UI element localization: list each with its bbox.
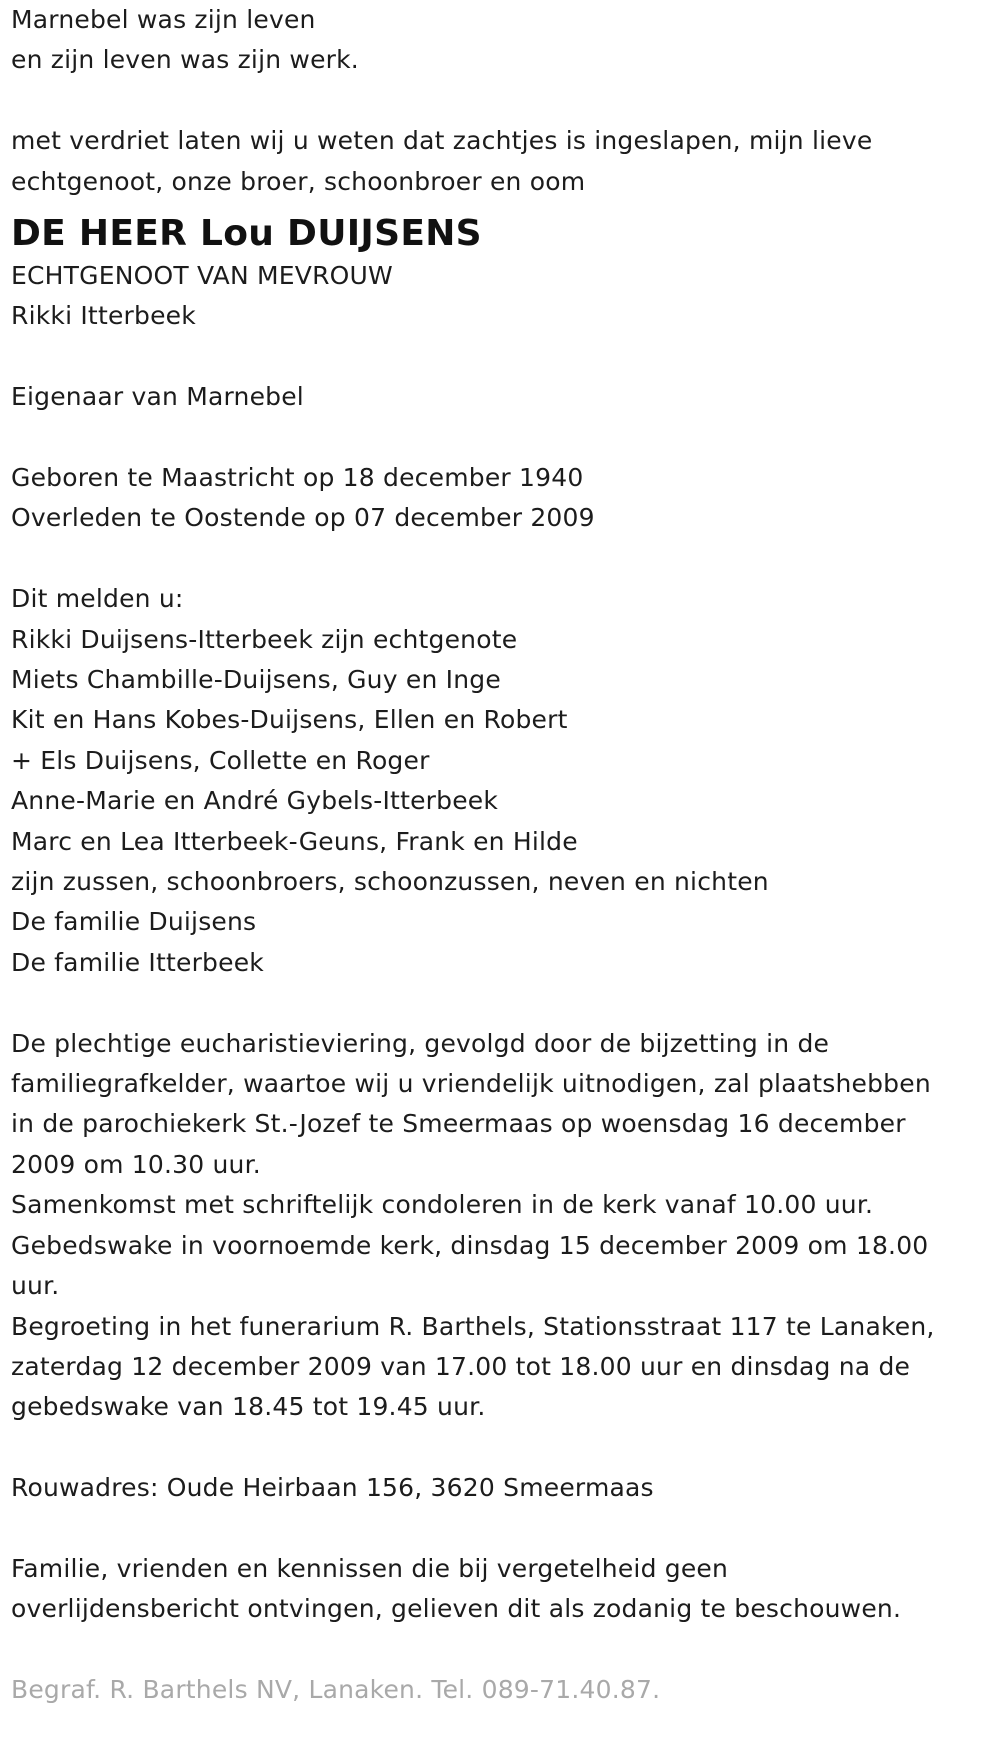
ceremony-line: De plechtige eucharistieviering, gevolgd door de bijzetting in de (11, 1028, 830, 1058)
funeral-home-footer: Begraf. R. Barthels NV, Lanaken. Tel. 089-71.40.87. (11, 1675, 661, 1705)
intro-line: echtgenoot, onze broer, schoonbroer en oom (11, 166, 586, 196)
announcer-line: Rikki Duijsens-Itterbeek zijn echtgenote (11, 624, 518, 654)
birth-line: Geboren te Maastricht op 18 december 1940 (11, 463, 584, 493)
spacer (11, 81, 986, 121)
ceremony-block (11, 1024, 986, 1428)
motto-block (11, 0, 986, 81)
ceremony-line: 2009 om 10.30 uur. (11, 1149, 261, 1179)
announcer-line: zijn zussen, schoonbroers, schoonzussen, neven en nichten (11, 867, 769, 897)
spacer (11, 418, 986, 458)
intro-block (11, 121, 986, 202)
ceremony-line: familiegrafkelder, waartoe wij u vriendelijk uitnodigen, zal plaatshebben (11, 1069, 931, 1099)
announcer-line: Kit en Hans Kobes-Duijsens, Ellen en Robert (11, 705, 568, 735)
spacer (11, 1509, 986, 1549)
spouse-title: ECHTGENOOT VAN MEVROUW (11, 261, 393, 291)
closing-line: overlijdensbericht ontvingen, gelieven dit als zodanig te beschouwen. (11, 1594, 902, 1624)
announcer-line: De familie Itterbeek (11, 947, 264, 977)
spouse-block (11, 256, 986, 337)
death-line: Overleden te Oostende op 07 december 2009 (11, 503, 595, 533)
announcer-line: Miets Chambille-Duijsens, Guy en Inge (11, 665, 501, 695)
motto-line: en zijn leven was zijn werk. (11, 45, 359, 75)
ceremony-line: gebedswake van 18.45 tot 19.45 uur. (11, 1392, 486, 1422)
spacer (11, 983, 986, 1023)
spacer (11, 337, 986, 377)
mourning-address: Rouwadres: Oude Heirbaan 156, 3620 Smeermaas (11, 1473, 654, 1503)
announcer-line: + Els Duijsens, Collette en Roger (11, 745, 430, 775)
motto-line: Marnebel was zijn leven (11, 5, 316, 34)
announcers-block (11, 579, 986, 983)
ceremony-line: zaterdag 12 december 2009 van 17.00 tot 18.00 uur en dinsdag na de (11, 1351, 911, 1381)
spouse-name: Rikki Itterbeek (11, 301, 196, 331)
closing-line: Familie, vrienden en kennissen die bij vergetelheid geen (11, 1553, 729, 1583)
ceremony-line: uur. (11, 1271, 60, 1301)
obituary-notice (11, 0, 986, 1711)
spacer (11, 539, 986, 579)
spacer (11, 1428, 986, 1468)
ceremony-line: Begroeting in het funerarium R. Barthels, Stationsstraat 117 te Lanaken, (11, 1311, 935, 1341)
announcers-heading: Dit melden u: (11, 584, 184, 614)
announcer-line: Anne-Marie en André Gybels-Itterbeek (11, 786, 499, 816)
spacer (11, 1630, 986, 1670)
announcer-line: Marc en Lea Itterbeek-Geuns, Frank en Hilde (11, 826, 578, 856)
ceremony-line: Gebedswake in voornoemde kerk, dinsdag 15 december 2009 om 18.00 (11, 1230, 929, 1260)
occupation: Eigenaar van Marnebel (11, 382, 304, 412)
closing-block (11, 1549, 986, 1630)
intro-line: met verdriet laten wij u weten dat zachtjes is ingeslapen, mijn lieve (11, 126, 873, 156)
announcer-line: De familie Duijsens (11, 907, 257, 937)
ceremony-line: in de parochiekerk St.-Jozef te Smeermaas op woensdag 16 december (11, 1109, 906, 1139)
deceased-name: DE HEER Lou DUIJSENS (11, 213, 482, 255)
dates-block (11, 458, 986, 539)
ceremony-line: Samenkomst met schriftelijk condoleren in de kerk vanaf 10.00 uur. (11, 1190, 874, 1220)
